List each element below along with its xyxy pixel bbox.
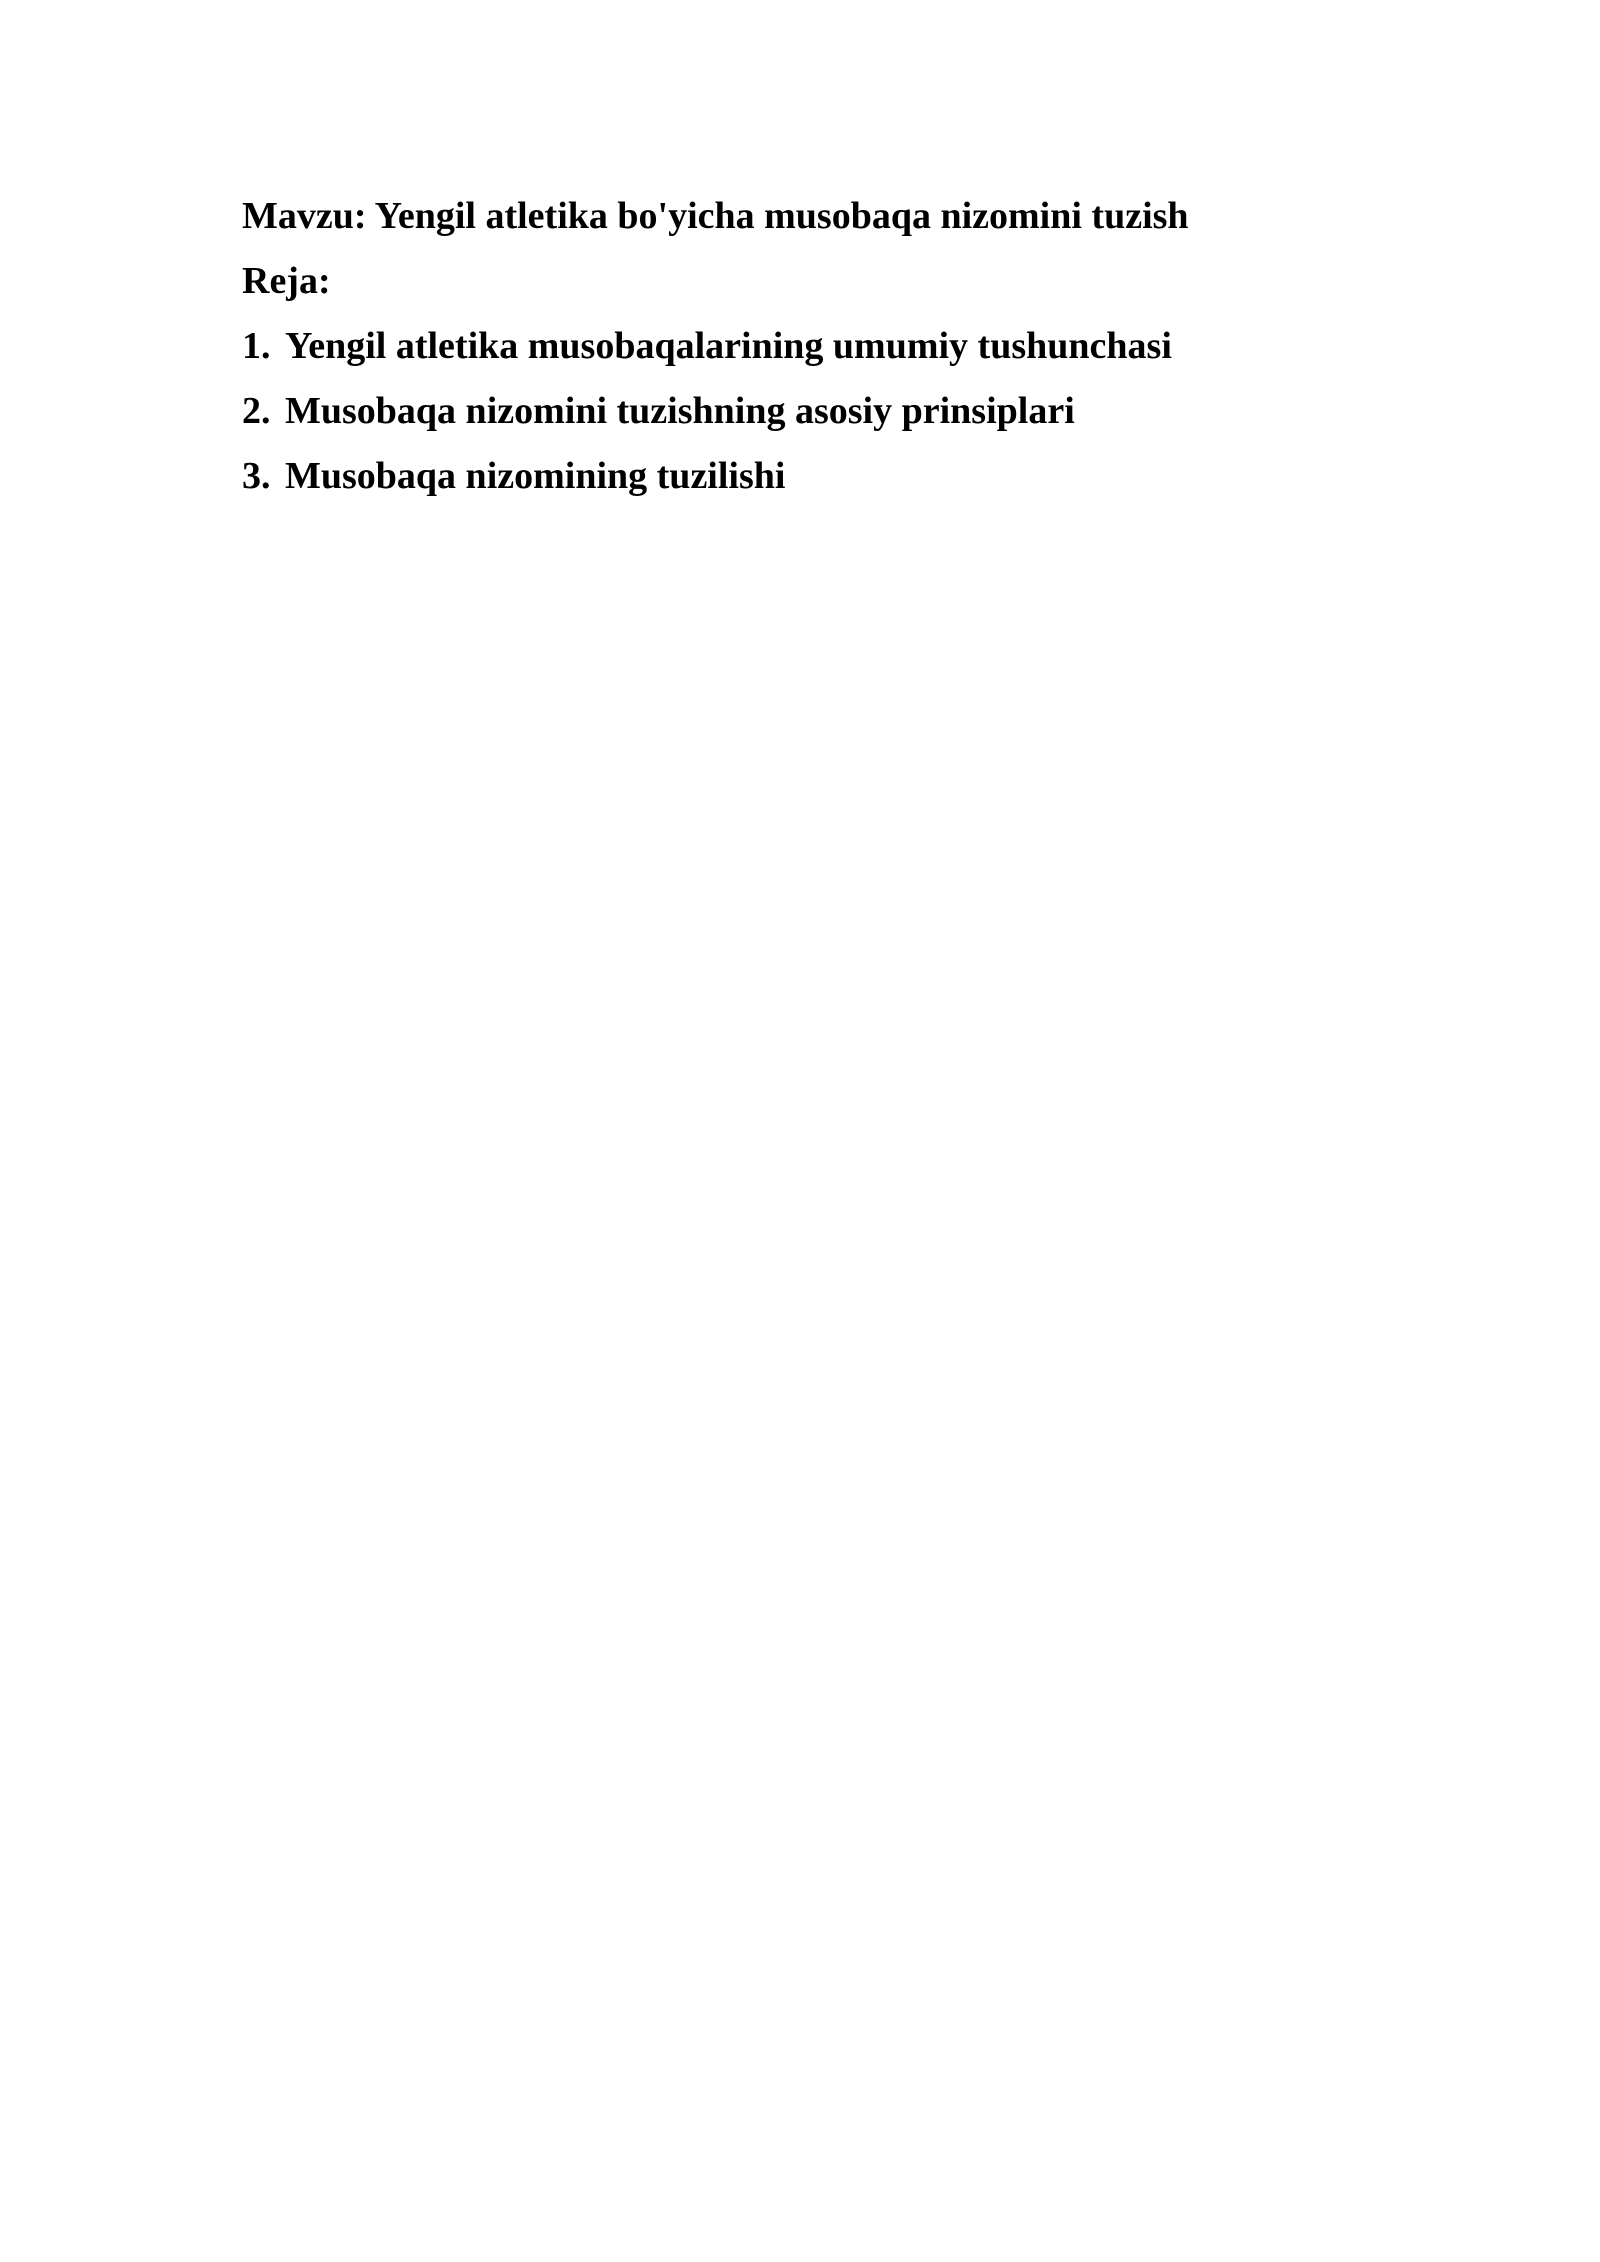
plan-item-number: 2. <box>242 390 271 432</box>
plan-item-text: Musobaqa nizomini tuzishning asosiy prinsiplari <box>285 390 1075 432</box>
plan-item <box>242 320 1372 385</box>
plan-item-text: Musobaqa nizomining tuzilishi <box>285 455 786 497</box>
plan-item-number: 1. <box>242 325 271 367</box>
plan-list <box>242 320 1372 515</box>
plan-item-number: 3. <box>242 455 271 497</box>
topic-heading: Mavzu: Yengil atletika bo'yicha musobaqa nizomini tuzish <box>242 195 1189 237</box>
plan-item-text: Yengil atletika musobaqalarining umumiy tushunchasi <box>285 325 1172 367</box>
plan-item <box>242 450 1372 515</box>
document-content <box>242 190 1372 515</box>
plan-heading: Reja: <box>242 260 331 302</box>
plan-item <box>242 385 1372 450</box>
